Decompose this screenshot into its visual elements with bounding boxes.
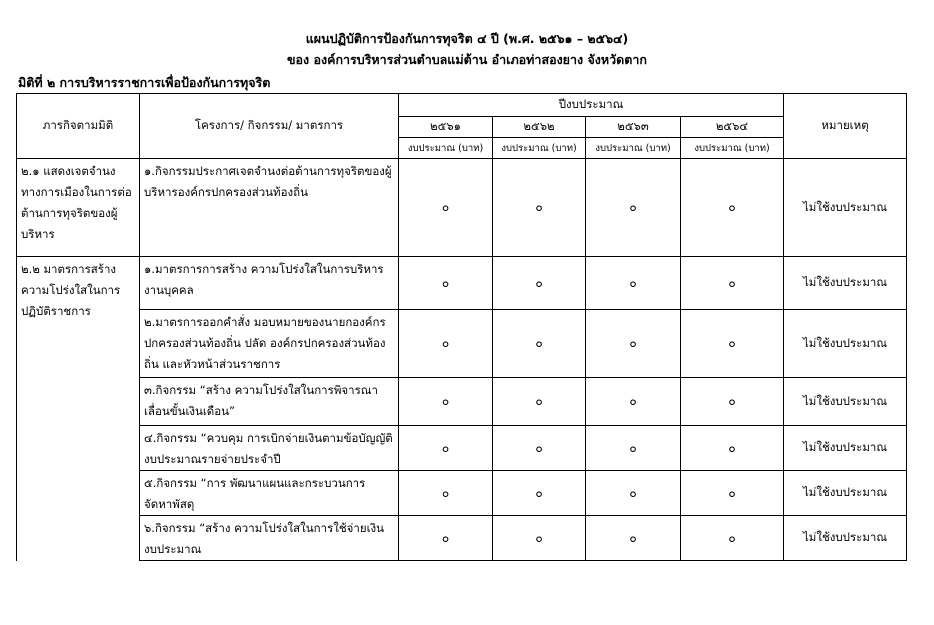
project-cell: ๖.กิจกรรม “สร้าง ความโปร่งใสในการใช้จ่ายเงินงบประมาณ (140, 516, 399, 561)
budget-value: ๐ (399, 257, 493, 310)
header-project: โครงการ/ กิจกรรม/ มาตรการ (140, 94, 399, 159)
budget-value: ๐ (586, 310, 681, 378)
project-cell: ๓.กิจกรรม “สร้าง ความโปร่งใสในการพิจารณาเลื่อนขั้นเงินเดือน” (140, 378, 399, 426)
header-unit: งบประมาณ (บาท) (586, 138, 681, 159)
budget-value: ๐ (681, 471, 784, 516)
note-cell: ไม่ใช้งบประมาณ (784, 257, 907, 310)
budget-value: ๐ (681, 378, 784, 426)
budget-value: ๐ (681, 257, 784, 310)
budget-value: ๐ (586, 516, 681, 561)
budget-value: ๐ (586, 471, 681, 516)
note-cell: ไม่ใช้งบประมาณ (784, 471, 907, 516)
plan-table (16, 93, 907, 561)
project-cell: ๒.มาตรการออกคำสั่ง มอบหมายของนายกองค์กรปกครองส่วนท้องถิ่น ปลัด องค์กรปกครองส่วนท้องถิ่น และหัวหน้าส่วนราชการ (140, 310, 399, 378)
header-unit: งบประมาณ (บาท) (493, 138, 586, 159)
note-cell: ไม่ใช้งบประมาณ (784, 516, 907, 561)
project-cell: ๔.กิจกรรม “ควบคุม การเบิกจ่ายเงินตามข้อบัญญัติงบประมาณรายจ่ายประจำปี (140, 426, 399, 471)
mission-cell: ๒.๒ มาตรการสร้างความโปร่งใสในการปฏิบัติราชการ (17, 257, 140, 561)
budget-value: ๐ (399, 159, 493, 257)
header-unit: งบประมาณ (บาท) (681, 138, 784, 159)
header-note: หมายเหตุ (784, 94, 907, 159)
budget-value: ๐ (681, 426, 784, 471)
budget-value: ๐ (681, 159, 784, 257)
note-cell: ไม่ใช้งบประมาณ (784, 310, 907, 378)
budget-value: ๐ (586, 159, 681, 257)
budget-value: ๐ (399, 378, 493, 426)
budget-value: ๐ (493, 257, 586, 310)
budget-value: ๐ (493, 471, 586, 516)
budget-value: ๐ (493, 426, 586, 471)
budget-value: ๐ (493, 159, 586, 257)
project-cell: ๑.กิจกรรมประกาศเจตจำนงต่อต้านการทุจริตของผู้บริหารองค์กรปกครองส่วนท้องถิ่น (140, 159, 399, 257)
mission-cell: ๒.๑ แสดงเจตจำนงทางการเมืองในการต่อต้านการทุจริตของผู้บริหาร (17, 159, 140, 257)
budget-value: ๐ (399, 310, 493, 378)
budget-value: ๐ (586, 378, 681, 426)
budget-value: ๐ (399, 426, 493, 471)
budget-value: ๐ (681, 516, 784, 561)
header-year: ๒๕๖๑ (399, 117, 493, 138)
project-cell: ๑.มาตรการการสร้าง ความโปร่งใสในการบริหารงานบุคคล (140, 257, 399, 310)
budget-value: ๐ (399, 471, 493, 516)
note-cell: ไม่ใช้งบประมาณ (784, 378, 907, 426)
note-cell: ไม่ใช้งบประมาณ (784, 426, 907, 471)
header-year: ๒๕๖๓ (586, 117, 681, 138)
header-year: ๒๕๖๒ (493, 117, 586, 138)
project-cell: ๕.กิจกรรม “การ พัฒนาแผนและกระบวนการ จัดหาพัสดุ (140, 471, 399, 516)
budget-value: ๐ (493, 310, 586, 378)
budget-value: ๐ (681, 310, 784, 378)
dimension-heading: มิติที่ ๒ การบริหารราชการเพื่อป้องกันการทุจริต (18, 75, 271, 90)
header-unit: งบประมาณ (บาท) (399, 138, 493, 159)
header-year: ๒๕๖๔ (681, 117, 784, 138)
document-subtitle: ของ องค์การบริหารส่วนตำบลแม่ต้าน อำเภอท่าสองยาง จังหวัดตาก (286, 52, 647, 67)
header-mission: ภารกิจตามมิติ (17, 94, 140, 159)
budget-value: ๐ (493, 516, 586, 561)
header-budget-year: ปีงบประมาณ (399, 94, 784, 117)
document-title: แผนปฏิบัติการป้องกันการทุจริต ๔ ปี (พ.ศ. ๒๕๖๑ – ๒๕๖๔) (305, 31, 629, 46)
budget-value: ๐ (399, 516, 493, 561)
note-cell: ไม่ใช้งบประมาณ (784, 159, 907, 257)
budget-value: ๐ (493, 378, 586, 426)
budget-value: ๐ (586, 257, 681, 310)
budget-value: ๐ (586, 426, 681, 471)
